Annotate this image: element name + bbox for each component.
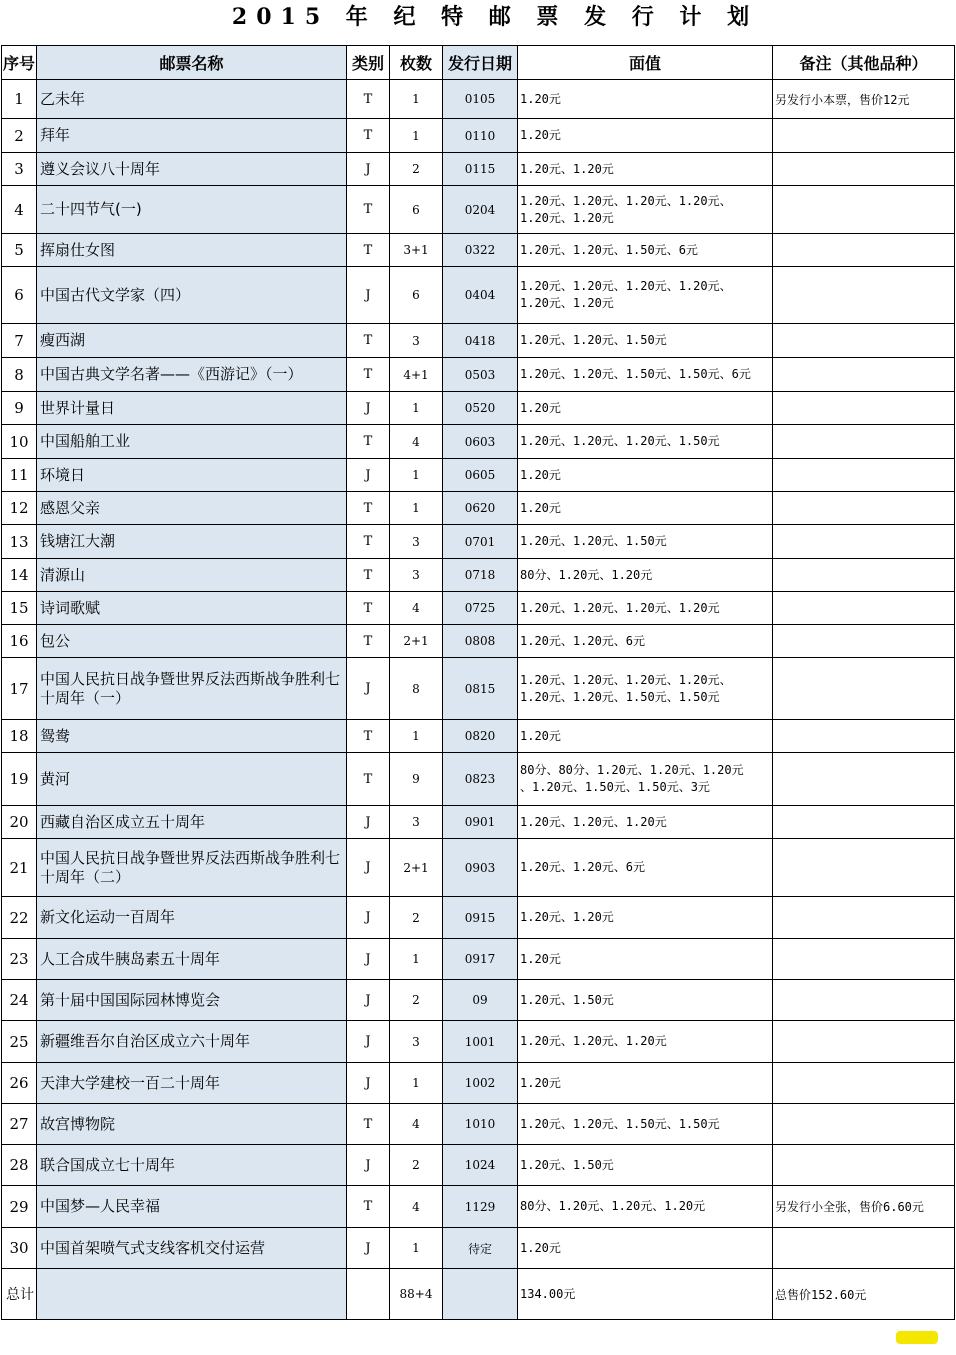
- cell-name: 西藏自治区成立五十周年: [37, 806, 347, 839]
- cell-count: 1: [390, 1063, 443, 1104]
- cell-name: 故宫博物院: [37, 1104, 347, 1145]
- cell-type: J: [347, 897, 390, 939]
- header-name: 邮票名称: [37, 46, 347, 80]
- table-row: [2, 119, 955, 153]
- cell-name: 黄河: [37, 753, 347, 806]
- cell-no: 5: [2, 234, 37, 267]
- cell-no: 26: [2, 1063, 37, 1104]
- cell-count: 1: [390, 119, 443, 153]
- cell-type: J: [347, 806, 390, 839]
- cell-type: J: [347, 267, 390, 324]
- table-row: [2, 234, 955, 267]
- table-row: [2, 658, 955, 720]
- table-row: [2, 806, 955, 839]
- cell-note: [773, 897, 955, 939]
- cell-no: 3: [2, 153, 37, 186]
- cell-count: 6: [390, 267, 443, 324]
- cell-note: [773, 267, 955, 324]
- cell-note: 另发行小本票，售价12元: [773, 80, 955, 119]
- cell-count: 2: [390, 1145, 443, 1186]
- cell-count: 2: [390, 980, 443, 1021]
- cell-count: 1: [390, 1228, 443, 1269]
- cell-date: 0725: [443, 592, 518, 625]
- cell-name: 挥扇仕女图: [37, 234, 347, 267]
- cell-type: T: [347, 1186, 390, 1228]
- cell-type: J: [347, 980, 390, 1021]
- table-row: [2, 459, 955, 492]
- cell-date: 0901: [443, 806, 518, 839]
- cell-name: 中国人民抗日战争暨世界反法西斯战争胜利七十周年（一）: [37, 658, 347, 720]
- cell-note: [773, 559, 955, 592]
- total-row: [2, 1269, 955, 1320]
- cell-name: 拜年: [37, 119, 347, 153]
- cell-face: 1.20元、1.20元、1.20元、1.50元: [518, 425, 773, 459]
- cell-type: T: [347, 720, 390, 753]
- cell-count: 3: [390, 806, 443, 839]
- cell-face: 1.20元、1.20元、1.20元、1.20元、 1.20元、1.20元、1.50元、1.50元: [518, 658, 773, 720]
- cell-no: 8: [2, 358, 37, 392]
- cell-name: 新疆维吾尔自治区成立六十周年: [37, 1021, 347, 1063]
- logo: [896, 1331, 938, 1344]
- table-row: [2, 425, 955, 459]
- cell-date: 1001: [443, 1021, 518, 1063]
- cell-face: 80分、80分、1.20元、1.20元、1.20元 、1.20元、1.50元、1.50元、3元: [518, 753, 773, 806]
- cell-note: 另发行小全张，售价6.60元: [773, 1186, 955, 1228]
- cell-type: T: [347, 753, 390, 806]
- cell-no: 19: [2, 753, 37, 806]
- cell-no: 20: [2, 806, 37, 839]
- cell-name: 中国古代文学家（四）: [37, 267, 347, 324]
- cell-no: 12: [2, 492, 37, 525]
- cell-note: [773, 1145, 955, 1186]
- table-row: [2, 980, 955, 1021]
- cell-face: 1.20元、1.20元、1.50元、1.50元、6元: [518, 358, 773, 392]
- cell-note: [773, 392, 955, 425]
- cell-count: 1: [390, 492, 443, 525]
- cell-count: 1: [390, 392, 443, 425]
- table-row: [2, 525, 955, 559]
- cell-type: T: [347, 234, 390, 267]
- header-note: 备注（其他品种）: [773, 46, 955, 80]
- total-date-empty: [443, 1269, 518, 1320]
- cell-face: 1.20元、1.20元、1.20元: [518, 806, 773, 839]
- cell-name: 感恩父亲: [37, 492, 347, 525]
- cell-face: 1.20元: [518, 80, 773, 119]
- cell-face: 1.20元: [518, 459, 773, 492]
- cell-count: 4: [390, 592, 443, 625]
- cell-type: T: [347, 119, 390, 153]
- cell-note: [773, 1021, 955, 1063]
- cell-count: 2: [390, 897, 443, 939]
- table-row: [2, 897, 955, 939]
- table-row: [2, 1145, 955, 1186]
- cell-no: 9: [2, 392, 37, 425]
- cell-no: 28: [2, 1145, 37, 1186]
- table-row: [2, 753, 955, 806]
- cell-no: 18: [2, 720, 37, 753]
- cell-face: 1.20元、1.20元、1.50元: [518, 324, 773, 358]
- cell-face: 1.20元: [518, 392, 773, 425]
- cell-no: 15: [2, 592, 37, 625]
- cell-count: 1: [390, 720, 443, 753]
- cell-name: 中国古典文学名著——《西游记》（一）: [37, 358, 347, 392]
- cell-face: 1.20元、1.20元、6元: [518, 839, 773, 897]
- cell-note: [773, 459, 955, 492]
- cell-note: [773, 720, 955, 753]
- cell-count: 4: [390, 425, 443, 459]
- cell-date: 0418: [443, 324, 518, 358]
- table-row: [2, 392, 955, 425]
- cell-face: 1.20元: [518, 720, 773, 753]
- cell-no: 17: [2, 658, 37, 720]
- cell-date: 0605: [443, 459, 518, 492]
- cell-face: 1.20元: [518, 492, 773, 525]
- cell-type: J: [347, 1145, 390, 1186]
- cell-count: 4: [390, 1186, 443, 1228]
- stamp-issue-table: [1, 45, 955, 1320]
- cell-note: [773, 939, 955, 980]
- cell-count: 1: [390, 459, 443, 492]
- cell-name: 清源山: [37, 559, 347, 592]
- cell-date: 0204: [443, 186, 518, 234]
- cell-count: 3: [390, 324, 443, 358]
- table-row: [2, 267, 955, 324]
- table-body: [2, 80, 955, 1269]
- cell-count: 2: [390, 153, 443, 186]
- cell-date: 0915: [443, 897, 518, 939]
- cell-face: 1.20元、1.20元、1.50元、6元: [518, 234, 773, 267]
- header-face: 面值: [518, 46, 773, 80]
- cell-name: 乙未年: [37, 80, 347, 119]
- cell-face: 1.20元、1.20元: [518, 153, 773, 186]
- table-row: [2, 1228, 955, 1269]
- header-no: 序号: [2, 46, 37, 80]
- total-label: 总计: [2, 1269, 37, 1320]
- table-row: [2, 1063, 955, 1104]
- cell-date: 0404: [443, 267, 518, 324]
- cell-date: 0718: [443, 559, 518, 592]
- table-row: [2, 492, 955, 525]
- cell-no: 27: [2, 1104, 37, 1145]
- cell-name: 诗词歌赋: [37, 592, 347, 625]
- cell-date: 0903: [443, 839, 518, 897]
- cell-no: 11: [2, 459, 37, 492]
- cell-date: 0503: [443, 358, 518, 392]
- cell-name: 世界计量日: [37, 392, 347, 425]
- cell-type: T: [347, 525, 390, 559]
- table-row: [2, 939, 955, 980]
- cell-note: [773, 839, 955, 897]
- cell-count: 4: [390, 1104, 443, 1145]
- total-note: 总售价152.60元: [773, 1269, 955, 1320]
- header-count: 枚数: [390, 46, 443, 80]
- cell-type: T: [347, 324, 390, 358]
- cell-date: 待定: [443, 1228, 518, 1269]
- table-row: [2, 80, 955, 119]
- cell-no: 4: [2, 186, 37, 234]
- table-row: [2, 1186, 955, 1228]
- cell-type: T: [347, 592, 390, 625]
- cell-face: 1.20元、1.20元、1.20元: [518, 1021, 773, 1063]
- cell-name: 遵义会议八十周年: [37, 153, 347, 186]
- table-row: [2, 720, 955, 753]
- cell-date: 0520: [443, 392, 518, 425]
- cell-name: 天津大学建校一百二十周年: [37, 1063, 347, 1104]
- cell-name: 包公: [37, 625, 347, 658]
- cell-date: 0110: [443, 119, 518, 153]
- cell-note: [773, 358, 955, 392]
- table-row: [2, 559, 955, 592]
- cell-no: 23: [2, 939, 37, 980]
- cell-date: 0820: [443, 720, 518, 753]
- cell-date: 0808: [443, 625, 518, 658]
- cell-face: 1.20元: [518, 939, 773, 980]
- cell-type: J: [347, 839, 390, 897]
- cell-face: 1.20元、1.20元: [518, 897, 773, 939]
- cell-type: T: [347, 358, 390, 392]
- cell-no: 24: [2, 980, 37, 1021]
- table-row: [2, 625, 955, 658]
- total-name-empty: [37, 1269, 347, 1320]
- cell-face: 1.20元、1.20元、1.20元、1.20元: [518, 592, 773, 625]
- table-row: [2, 839, 955, 897]
- cell-name: 鸳鸯: [37, 720, 347, 753]
- cell-no: 29: [2, 1186, 37, 1228]
- cell-note: [773, 592, 955, 625]
- cell-name: 中国首架喷气式支线客机交付运营: [37, 1228, 347, 1269]
- cell-no: 1: [2, 80, 37, 119]
- cell-name: 环境日: [37, 459, 347, 492]
- cell-date: 0815: [443, 658, 518, 720]
- cell-no: 21: [2, 839, 37, 897]
- table-row: [2, 324, 955, 358]
- cell-note: [773, 806, 955, 839]
- cell-face: 1.20元: [518, 119, 773, 153]
- cell-no: 25: [2, 1021, 37, 1063]
- cell-note: [773, 1063, 955, 1104]
- cell-date: 1129: [443, 1186, 518, 1228]
- cell-note: [773, 153, 955, 186]
- table-row: [2, 186, 955, 234]
- cell-no: 30: [2, 1228, 37, 1269]
- cell-note: [773, 1228, 955, 1269]
- cell-note: [773, 425, 955, 459]
- cell-type: T: [347, 186, 390, 234]
- cell-date: 0823: [443, 753, 518, 806]
- cell-note: [773, 234, 955, 267]
- cell-count: 8: [390, 658, 443, 720]
- header-date: 发行日期: [443, 46, 518, 80]
- cell-count: 2+1: [390, 625, 443, 658]
- cell-type: J: [347, 459, 390, 492]
- cell-face: 1.20元、1.20元、1.20元、1.20元、 1.20元、1.20元: [518, 186, 773, 234]
- cell-face: 1.20元、1.20元、1.50元: [518, 525, 773, 559]
- cell-count: 1: [390, 939, 443, 980]
- cell-note: [773, 980, 955, 1021]
- cell-count: 3: [390, 1021, 443, 1063]
- cell-note: [773, 492, 955, 525]
- cell-face: 80分、1.20元、1.20元、1.20元: [518, 1186, 773, 1228]
- cell-name: 钱塘江大潮: [37, 525, 347, 559]
- cell-type: T: [347, 625, 390, 658]
- cell-type: J: [347, 1228, 390, 1269]
- cell-date: 0701: [443, 525, 518, 559]
- cell-name: 中国船舶工业: [37, 425, 347, 459]
- cell-type: J: [347, 939, 390, 980]
- cell-face: 80分、1.20元、1.20元: [518, 559, 773, 592]
- header-type: 类别: [347, 46, 390, 80]
- cell-no: 10: [2, 425, 37, 459]
- cell-count: 3: [390, 525, 443, 559]
- cell-name: 中国梦—人民幸福: [37, 1186, 347, 1228]
- cell-date: 0322: [443, 234, 518, 267]
- cell-type: J: [347, 658, 390, 720]
- header-row: [2, 46, 955, 80]
- cell-type: T: [347, 492, 390, 525]
- cell-no: 7: [2, 324, 37, 358]
- total-face: 134.00元: [518, 1269, 773, 1320]
- cell-note: [773, 119, 955, 153]
- cell-face: 1.20元: [518, 1228, 773, 1269]
- cell-name: 联合国成立七十周年: [37, 1145, 347, 1186]
- cell-note: [773, 525, 955, 559]
- cell-type: J: [347, 1063, 390, 1104]
- table-row: [2, 1104, 955, 1145]
- table-row: [2, 358, 955, 392]
- cell-no: 2: [2, 119, 37, 153]
- cell-no: 14: [2, 559, 37, 592]
- cell-type: J: [347, 392, 390, 425]
- table-row: [2, 153, 955, 186]
- cell-name: 中国人民抗日战争暨世界反法西斯战争胜利七十周年（二）: [37, 839, 347, 897]
- cell-face: 1.20元、1.20元、1.20元、1.20元、 1.20元、1.20元: [518, 267, 773, 324]
- cell-type: T: [347, 80, 390, 119]
- cell-type: T: [347, 425, 390, 459]
- cell-date: 09: [443, 980, 518, 1021]
- cell-type: J: [347, 1021, 390, 1063]
- cell-note: [773, 753, 955, 806]
- cell-date: 1010: [443, 1104, 518, 1145]
- table-row: [2, 1021, 955, 1063]
- cell-count: 1: [390, 80, 443, 119]
- cell-count: 3+1: [390, 234, 443, 267]
- cell-note: [773, 186, 955, 234]
- cell-name: 新文化运动一百周年: [37, 897, 347, 939]
- cell-date: 0105: [443, 80, 518, 119]
- cell-face: 1.20元、1.20元、6元: [518, 625, 773, 658]
- cell-date: 0620: [443, 492, 518, 525]
- cell-note: [773, 324, 955, 358]
- cell-count: 3: [390, 559, 443, 592]
- cell-name: 人工合成牛胰岛素五十周年: [37, 939, 347, 980]
- cell-date: 1002: [443, 1063, 518, 1104]
- cell-name: 二十四节气(一): [37, 186, 347, 234]
- cell-no: 6: [2, 267, 37, 324]
- total-type-empty: [347, 1269, 390, 1320]
- cell-count: 4+1: [390, 358, 443, 392]
- cell-face: 1.20元、1.20元、1.50元、1.50元: [518, 1104, 773, 1145]
- cell-no: 13: [2, 525, 37, 559]
- cell-face: 1.20元、1.50元: [518, 980, 773, 1021]
- cell-date: 0917: [443, 939, 518, 980]
- cell-face: 1.20元、1.50元: [518, 1145, 773, 1186]
- cell-note: [773, 1104, 955, 1145]
- cell-type: T: [347, 1104, 390, 1145]
- cell-note: [773, 625, 955, 658]
- cell-face: 1.20元: [518, 1063, 773, 1104]
- cell-date: 0603: [443, 425, 518, 459]
- cell-no: 22: [2, 897, 37, 939]
- cell-count: 6: [390, 186, 443, 234]
- cell-date: 0115: [443, 153, 518, 186]
- cell-note: [773, 658, 955, 720]
- cell-count: 9: [390, 753, 443, 806]
- total-count: 88+4: [390, 1269, 443, 1320]
- cell-type: T: [347, 559, 390, 592]
- cell-no: 16: [2, 625, 37, 658]
- cell-count: 2+1: [390, 839, 443, 897]
- table-row: [2, 592, 955, 625]
- cell-name: 瘦西湖: [37, 324, 347, 358]
- cell-name: 第十届中国国际园林博览会: [37, 980, 347, 1021]
- cell-type: J: [347, 153, 390, 186]
- page-title: 2015 年 纪 特 邮 票 发 行 计 划: [231, 4, 759, 30]
- cell-date: 1024: [443, 1145, 518, 1186]
